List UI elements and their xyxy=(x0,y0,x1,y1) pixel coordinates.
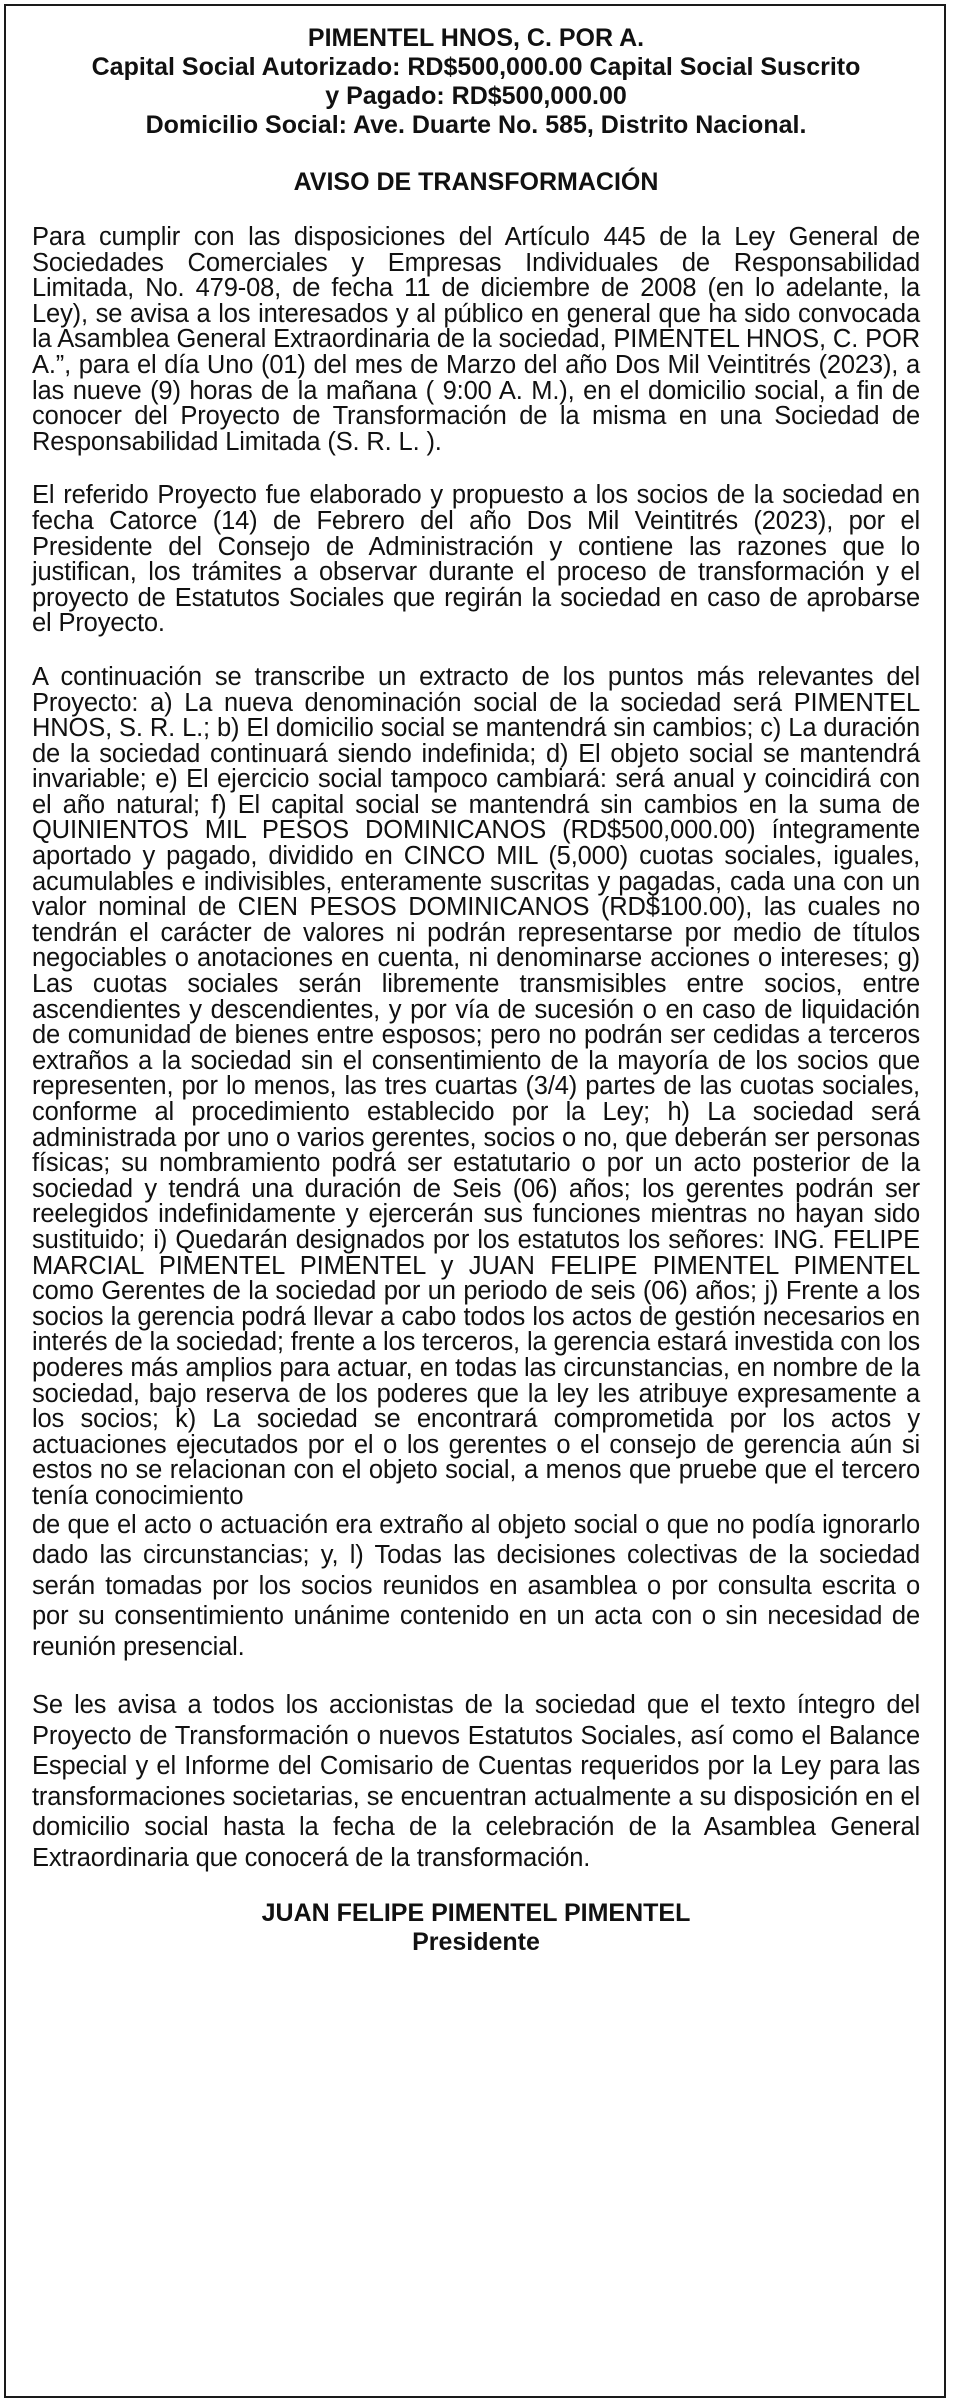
paragraph-extract: A continuación se transcribe un extracto de los puntos más relevantes del Proyecto: a) La nueva denominación social de la sociedad será PIMENTEL HNOS, S. R. L.; b) El domicilio social se mantendrá sin cambios; c) La duración de la sociedad continuará siendo indefinida; d) El objeto social se mantendrá invariable; e) El ejercicio social tampoco cambiará: será anual y coincidirá con el año natural; f) El capital social se mantendrá sin cambios en la suma de QUINIENTOS MIL PESOS DOMINICANOS (RD$500,000.00) íntegramente aportado y pagado, dividido en CINCO MIL (5,000) cuotas sociales, iguales, acumulables e indivisibles, enteramente suscritas y pagadas, cada una con un valor nominal de CIEN PESOS DOMINICANOS (RD$100.00), las cuales no tendrán el carácter de valores ni podrán representarse por medio de títulos negociables o anotaciones en cuenta, ni denominarse acciones o intereses; g) Las cuotas sociales serán libremente transmisibles entre socios, entre ascendientes y descendientes, y por vía de sucesión o en caso de liquidación de comunidad de bienes entre esposos; pero no podrán ser cedidas a terceros extraños a la sociedad sin el consentimiento de la mayoría de los socios que representen, por lo menos, las tres cuartas (3/4) partes de las cuotas sociales, conforme al procedimiento establecido por la Ley; h) La sociedad será administrada por uno o varios gerentes, socios o no, que deberán ser personas físicas; su nombramiento podrá ser estatutario o por un acto posterior de la sociedad y tendrá una duración de Seis (06) años; los gerentes podrán ser reelegidos indefinidamente y ejercerán sus funciones mientras no hayan sido sustituido; i) Quedarán designados por los estatutos los señores: ING. FELIPE MARCIAL PIMENTEL PIMENTEL y JUAN FELIPE PIMENTEL PIMENTEL como Gerentes de la sociedad por un periodo de seis (06) años; j) Frente a los socios la gerencia podrá llevar a cabo todos los actos de gestión necesarios en interés de la sociedad; frente a los terceros, la gerencia estará investida con los poderes más amplios para actuar, en todas las circunstancias, en nombre de la sociedad, bajo reserva de los poderes que la ley les atribuye expresamente a los socios; k) La sociedad se encontrará comprometida por los actos y actuaciones ejecutados por el o los gerentes o el consejo de gerencia aún si estos no se relacionan con el objeto social, a menos que pruebe que el tercero tenía conocimiento xyxy=(32,662,920,1510)
signature-block xyxy=(32,1899,920,1957)
notice-title: AVISO DE TRANSFORMACIÓN xyxy=(293,168,659,196)
domicile-line: Domicilio Social: Ave. Duarte No. 585, Distrito Nacional. xyxy=(145,111,807,139)
paragraph-convocation: Para cumplir con las disposiciones del Artículo 445 de la Ley General de Sociedades Comerciales y Empresas Individuales de Responsabilidad Limitada, No. 479-08, de fecha 11 de diciembre de 2008 (en lo adelante, la Ley), se avisa a los interesados y al público en general que ha sido convocada la Asamblea General Extraordinaria de la sociedad, PIMENTEL HNOS, C. POR A.”, para el día Uno (01) del mes de Marzo del año Dos Mil Veintitrés (2023), a las nueve (9) horas de la mañana ( 9:00 A. M.), en el domicilio social, a fin de conocer del Proyecto de Transformación de la misma en una Sociedad de Responsabilidad Limitada (S. R. L. ). xyxy=(32,223,920,456)
notice-frame xyxy=(4,4,946,2398)
paragraph-availability: Se les avisa a todos los accionistas de la sociedad que el texto íntegro del Proyecto de Transformación o nuevos Estatutos Sociales, así como el Balance Especial y el Informe del Comisario de Cuentas requeridos por la Ley para las transformaciones societarias, se encuentran actualmente a su disposición en el domicilio social hasta la fecha de la celebración de la Asamblea General Extraordinaria que conocerá de la transformación. xyxy=(32,1691,920,1872)
signatory-title: Presidente xyxy=(412,1928,540,1956)
company-name: PIMENTEL HNOS, C. POR A. xyxy=(307,24,645,52)
paragraph-project: El referido Proyecto fue elaborado y propuesto a los socios de la sociedad en fecha Catorce (14) de Febrero del año Dos Mil Veintitrés (2023), por el Presidente del Consejo de Administración y contiene las razones que lo justifican, los trámites a observar durante el proceso de transformación y el proyecto de Estatutos Sociales que regirán la sociedad en caso de aprobarse el Proyecto. xyxy=(32,481,920,638)
notice-content xyxy=(32,24,920,2396)
signatory-name: JUAN FELIPE PIMENTEL PIMENTEL xyxy=(261,1899,691,1927)
capital-line-1: Capital Social Autorizado: RD$500,000.00 Capital Social Suscrito xyxy=(91,53,861,81)
paragraph-extract-continued: de que el acto o actuación era extraño al objeto social o que no podía ignorarlo dado las circunstancias; y, l) Todas las decisiones colectivas de la sociedad serán tomadas por los socios reunidos en asamblea o por consulta escrita o por su consentimiento unánime contenido en un acta con o sin necesidad de reunión presencial. xyxy=(32,1510,920,1661)
capital-line-2: y Pagado: RD$500,000.00 xyxy=(325,82,627,110)
notice-header xyxy=(32,24,920,140)
